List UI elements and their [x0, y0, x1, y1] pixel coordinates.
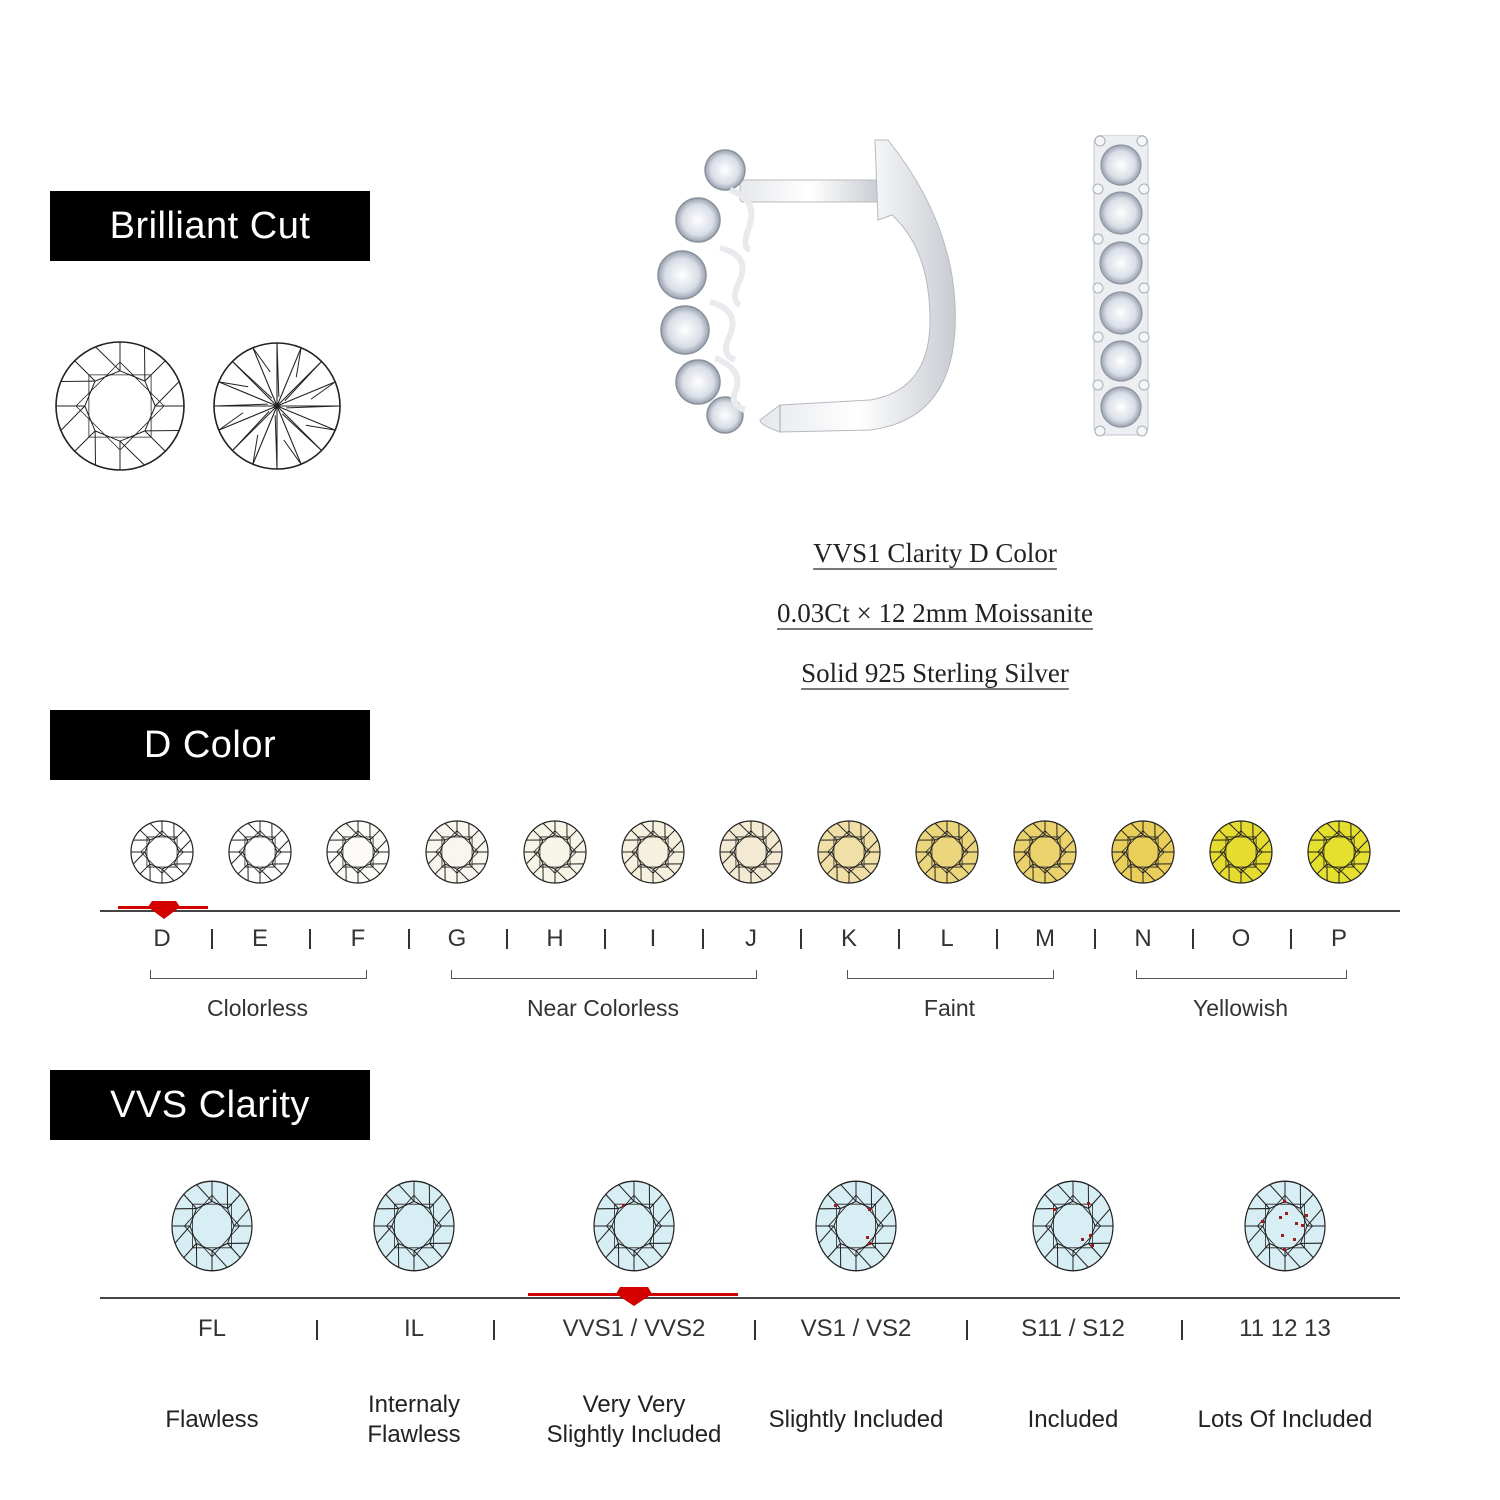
grade-separator: [493, 1320, 495, 1340]
grade-separator: [1192, 929, 1194, 949]
color-group-label: Clolorless: [207, 995, 308, 1021]
section-title-d-color: D Color: [50, 710, 370, 780]
hoop-earring-side-view: [630, 130, 970, 480]
clarity-gem-icon-5: [1028, 1180, 1118, 1272]
clarity-grade-code: S11 / S12: [1021, 1315, 1125, 1342]
clarity-grade-description: Included: [1027, 1406, 1119, 1433]
section-title-vvs-clarity: VVS Clarity: [50, 1070, 370, 1140]
grade-separator: [966, 1320, 968, 1340]
color-gem-icon-g: [425, 820, 489, 884]
spec-text: Solid 925 Sterling Silver: [801, 658, 1069, 688]
section-title-brilliant-cut: Brilliant Cut: [50, 191, 370, 261]
clarity-gem-icon-6: [1240, 1180, 1330, 1272]
color-grade-f: F: [350, 925, 366, 952]
color-grade-g: G: [447, 925, 467, 952]
color-gem-icon-n: [1111, 820, 1175, 884]
clarity-grade-code: FL: [197, 1315, 227, 1342]
grade-separator: [211, 929, 213, 949]
grade-separator: [898, 929, 900, 949]
clarity-grade-description: Very Very Slightly Included: [546, 1391, 722, 1448]
clarity-grade-code: IL: [403, 1315, 425, 1342]
color-group-label: Near Colorless: [526, 995, 680, 1021]
clarity-grade-description: Internaly Flawless: [367, 1391, 461, 1448]
group-bracket: [150, 970, 367, 979]
clarity-grade-description: Slightly Included: [768, 1406, 944, 1433]
grade-separator: [754, 1320, 756, 1340]
color-gem-icon-o: [1209, 820, 1273, 884]
color-gem-icon-d: [130, 820, 194, 884]
clarity-gem-icon-4: [811, 1180, 901, 1272]
color-grade-n: N: [1134, 925, 1152, 952]
color-grade-p: P: [1330, 925, 1348, 952]
color-gem-icon-k: [817, 820, 881, 884]
color-gem-icon-i: [621, 820, 685, 884]
clarity-grade-code: VS1 / VS2: [800, 1315, 912, 1342]
clarity-gem-icon-1: [167, 1180, 257, 1272]
group-bracket: [1136, 970, 1347, 979]
color-grade-d: D: [153, 925, 171, 952]
clarity-scale-axis: [100, 1297, 1400, 1299]
color-gem-icon-h: [523, 820, 587, 884]
color-grade-o: O: [1231, 925, 1251, 952]
clarity-grade-description: Lots Of Included: [1197, 1406, 1373, 1433]
brilliant-cut-bottom-view-icon: [210, 338, 344, 474]
color-selected-marker-icon: [118, 898, 210, 922]
color-grade-l: L: [940, 925, 954, 952]
grade-separator: [316, 1320, 318, 1340]
spec-clarity-color: [600, 538, 1270, 569]
grade-separator: [408, 929, 410, 949]
grade-separator: [1094, 929, 1096, 949]
brilliant-cut-top-view-icon: [52, 338, 188, 474]
spec-stone-weight: [600, 598, 1270, 629]
color-group-label: Yellowish: [1192, 995, 1289, 1021]
clarity-grade-code: VVS1 / VVS2: [562, 1315, 706, 1342]
grade-separator: [800, 929, 802, 949]
color-gem-icon-e: [228, 820, 292, 884]
clarity-selected-marker-icon: [528, 1284, 740, 1310]
spec-text: 0.03Ct × 12 2mm Moissanite: [777, 598, 1093, 628]
clarity-gem-icon-3: [589, 1180, 679, 1272]
color-grade-i: I: [649, 925, 657, 952]
color-grade-j: J: [745, 925, 757, 952]
color-grade-h: H: [546, 925, 564, 952]
clarity-gem-icon-2: [369, 1180, 459, 1272]
color-gem-icon-j: [719, 820, 783, 884]
color-gem-icon-f: [326, 820, 390, 884]
spec-text: VVS1 Clarity D Color: [813, 538, 1057, 568]
color-grade-m: M: [1035, 925, 1055, 952]
color-grade-e: E: [251, 925, 269, 952]
hoop-earring-front-view: [1088, 135, 1154, 465]
grade-separator: [1290, 929, 1292, 949]
grade-separator: [309, 929, 311, 949]
color-gem-icon-l: [915, 820, 979, 884]
grade-separator: [604, 929, 606, 949]
color-gem-icon-m: [1013, 820, 1077, 884]
clarity-grade-code: 11 12 13: [1239, 1315, 1331, 1342]
color-grade-k: K: [840, 925, 858, 952]
grade-separator: [996, 929, 998, 949]
spec-metal: [600, 658, 1270, 689]
color-gem-icon-p: [1307, 820, 1371, 884]
grade-separator: [506, 929, 508, 949]
grade-separator: [702, 929, 704, 949]
color-group-label: Faint: [923, 995, 976, 1021]
grade-separator: [1181, 1320, 1183, 1340]
group-bracket: [847, 970, 1054, 979]
group-bracket: [451, 970, 757, 979]
color-scale-axis: [100, 910, 1400, 912]
clarity-grade-description: Flawless: [165, 1406, 259, 1433]
